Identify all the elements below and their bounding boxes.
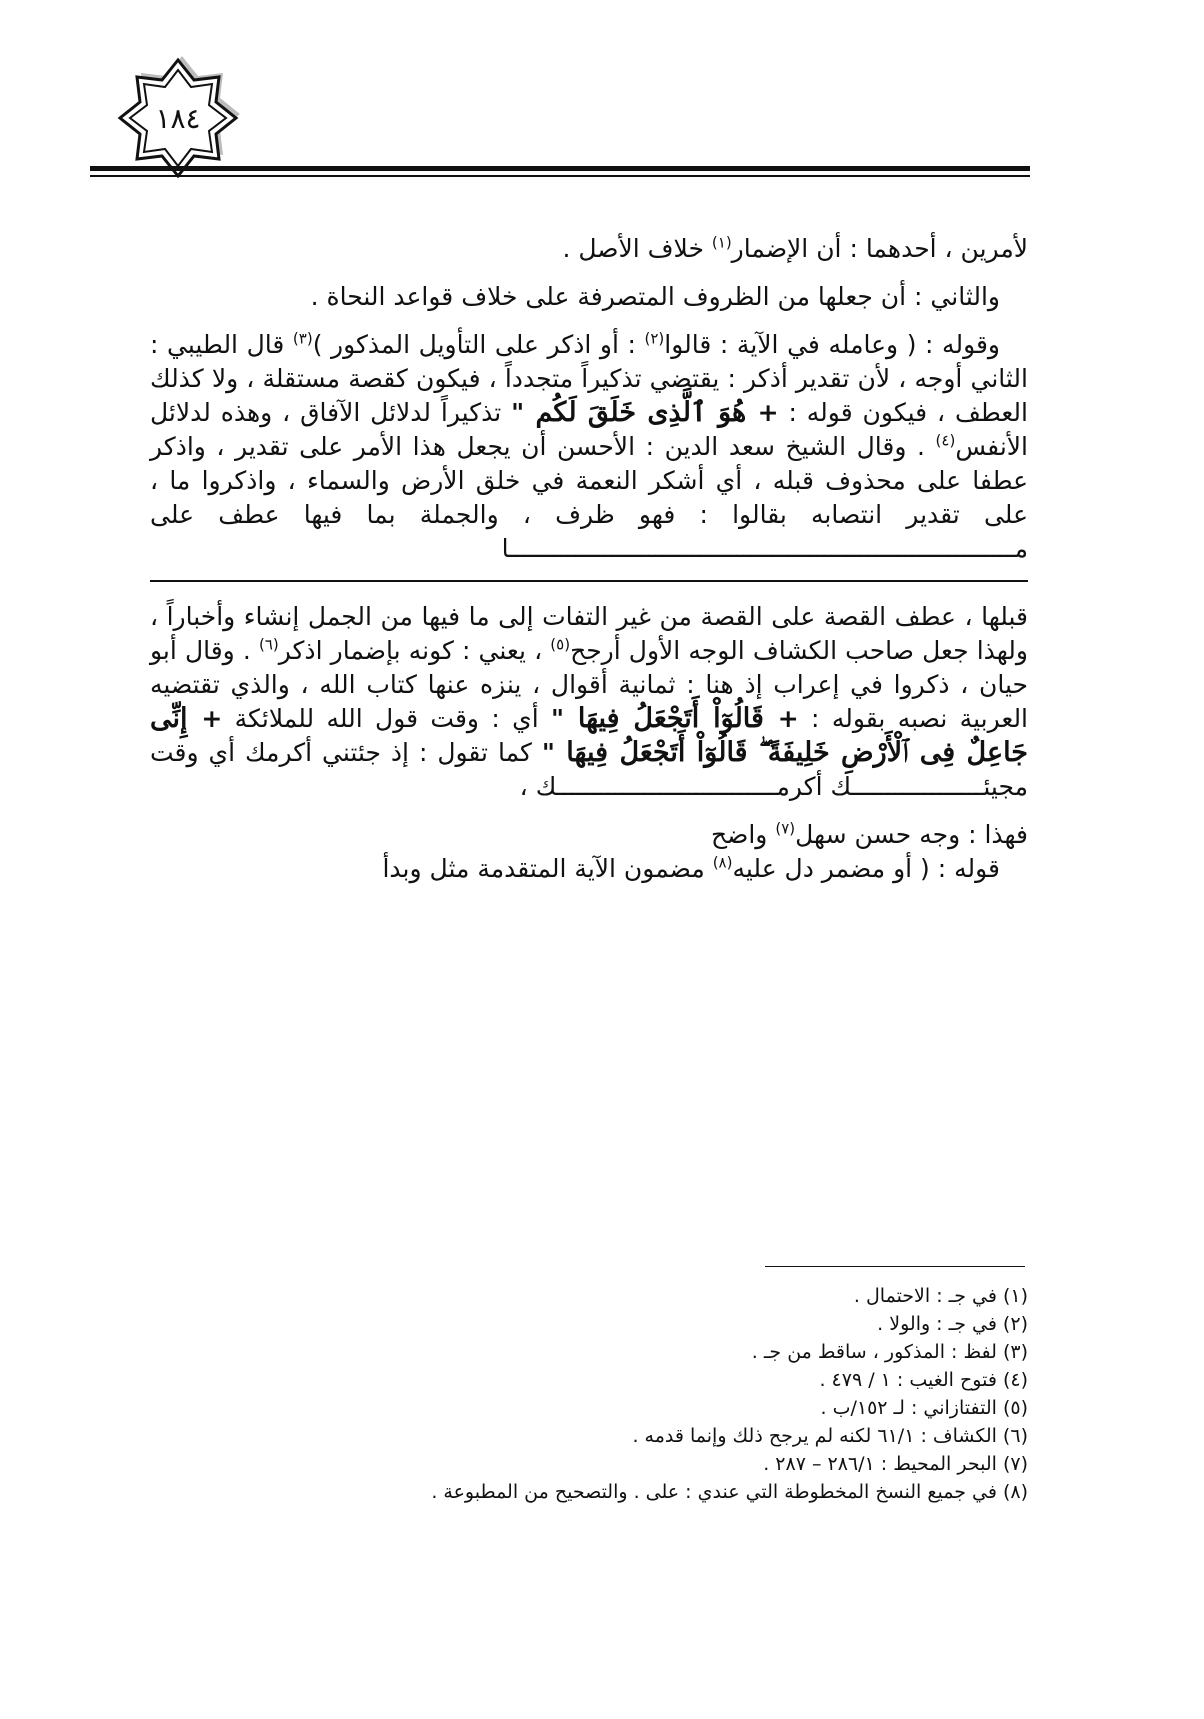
text-run: . وقال أبو حيان ، ذكروا في إعراب إذ هنا : ثمانية أقوال ، ينزه عنها كتاب الله ، والذي تقتضيه العربية نصبه بقوله :	[150, 636, 1029, 733]
text-run: خلاف الأصل .	[562, 234, 712, 263]
footnotes-list	[150, 1282, 1028, 1506]
text-run: وقوله : ( وعامله في الآية : قالوا	[664, 330, 1001, 359]
text-run: فهذا : وجه حسن سهل	[795, 820, 1028, 849]
footnote-ref-3[interactable]: (٣)	[292, 329, 313, 348]
footnote-ref-6[interactable]: (٦)	[258, 635, 279, 654]
footnote-6: (٦) الكشاف : ٦١/١ لكنه لم يرجح ذلك وإنما قدمه .	[632, 1425, 1028, 1447]
text-run: ، يعني : كونه بإضمار اذكر	[278, 636, 551, 665]
footnote-separator	[765, 1266, 1025, 1267]
footnote-ref-5[interactable]: (٥)	[550, 635, 571, 654]
page-number: ١٨٤	[155, 101, 201, 135]
footnote-ref-2[interactable]: (٢)	[644, 329, 665, 348]
footnote-2: (٢) في جـ : والولا .	[877, 1313, 1028, 1335]
text-run: والثاني : أن جعلها من الظروف المتصرفة على خلاف قواعد النحاة .	[310, 282, 1000, 311]
footnote-5: (٥) التفتازاني : لـ ١٥٢/ب .	[820, 1397, 1028, 1419]
paragraph-4	[150, 600, 1028, 804]
text-run: قال الطيبي : الثاني أوجه ، لأن تقدير أذكر : يقتضي تذكيراً متجدداً ، فيكون كقصة مستقلة ، ولا كذلك العطف ، فيكون قوله :	[150, 330, 1028, 427]
footnote-ref-7[interactable]: (٧)	[775, 819, 796, 838]
paragraph-1	[150, 232, 1028, 266]
text-run: تذكيراً لدلائل الآفاق ، وهذه لدلائل الأنفس	[150, 398, 1028, 461]
paragraph-3	[150, 328, 1028, 566]
text-run: مضمون الآية المتقدمة مثل وبدأ	[382, 854, 713, 883]
footnote-4: (٤) فتوح الغيب : ١ / ٤٧٩ .	[819, 1369, 1028, 1391]
text-run: لأمرين ، أحدهما : أن الإضمار	[731, 234, 1028, 263]
quote-mark-close: "	[511, 398, 525, 427]
footnote-7: (٧) البحر المحيط : ٢٨٦/١ – ٢٨٧ .	[763, 1453, 1028, 1475]
text-run: قبلها ، عطف القصة على القصة من غير التفات إلى ما فيها من الجمل إنشاء وأخباراً ، ولهذا جعل صاحب الكشاف الوجه الأول أرجح	[150, 602, 1028, 665]
footnote-ref-8[interactable]: (٨)	[712, 853, 733, 872]
quote-mark-close: "	[551, 704, 565, 733]
paragraph-6	[150, 852, 1028, 886]
text-run: كما تقول : إذ جئتني أكرمك أي وقت مجيئــــــــــــــــــك أكرمــــــــــــــــــــــــــــــك ،	[150, 738, 1028, 801]
footnote-8: (٨) في جميع النسخ المخطوطة التي عندي : على . والتصحيح من المطبوعة .	[431, 1481, 1028, 1503]
text-run: : أو اذكر على التأويل المذكور )	[312, 330, 645, 359]
quote-mark-open: +	[777, 704, 799, 733]
footnote-ref-4[interactable]: (٤)	[935, 431, 956, 450]
text-run: قوله : ( أو مضمر دل عليه	[732, 854, 1000, 883]
text-run: أي : وقت قول الله للملائكة	[222, 704, 552, 733]
quran-quote: هُوَ ٱلَّذِى خَلَقَ لَكُم	[524, 397, 758, 428]
header-rule-thick	[90, 166, 1030, 171]
quote-mark-close: "	[541, 738, 555, 767]
paragraph-5	[150, 818, 1028, 852]
quran-quote: إِنِّى جَاعِلٌ فِى ٱلْأَرْضِ خَلِيفَةً ۖ قَالُوٓاْ أَتَجْعَلُ فِيهَا	[150, 703, 1028, 768]
footnote-ref-1[interactable]: (١)	[711, 233, 732, 252]
header-rule-thin	[90, 175, 1030, 177]
text-run: واضح	[711, 820, 776, 849]
quote-mark-open: +	[757, 398, 779, 427]
quran-quote: قَالُوٓاْ أَتَجْعَلُ فِيهَا	[564, 703, 778, 734]
footnote-1: (١) في جـ : الاحتمال .	[853, 1285, 1028, 1307]
paragraph-2	[150, 280, 1028, 314]
footnote-3: (٣) لفظ : المذكور ، ساقط من جـ .	[751, 1341, 1028, 1363]
main-text	[150, 232, 1028, 900]
text-run: . وقال الشيخ سعد الدين : الأحسن أن يجعل هذا الأمر على تقدير ، واذكر عطفا على محذوف قبله ، أي أشكر النعمة في خلق الأرض والسماء ، واذكروا ما ، على تقدير انتصابه بقالوا : فهو ظرف ، والجملة بما فيها عطف على مـــــــــــــــــــــــــــــــــــــــــــــــــــــــــــــــــــــا	[150, 432, 1028, 563]
section-divider	[150, 580, 1028, 582]
quote-mark-open: +	[201, 704, 223, 733]
